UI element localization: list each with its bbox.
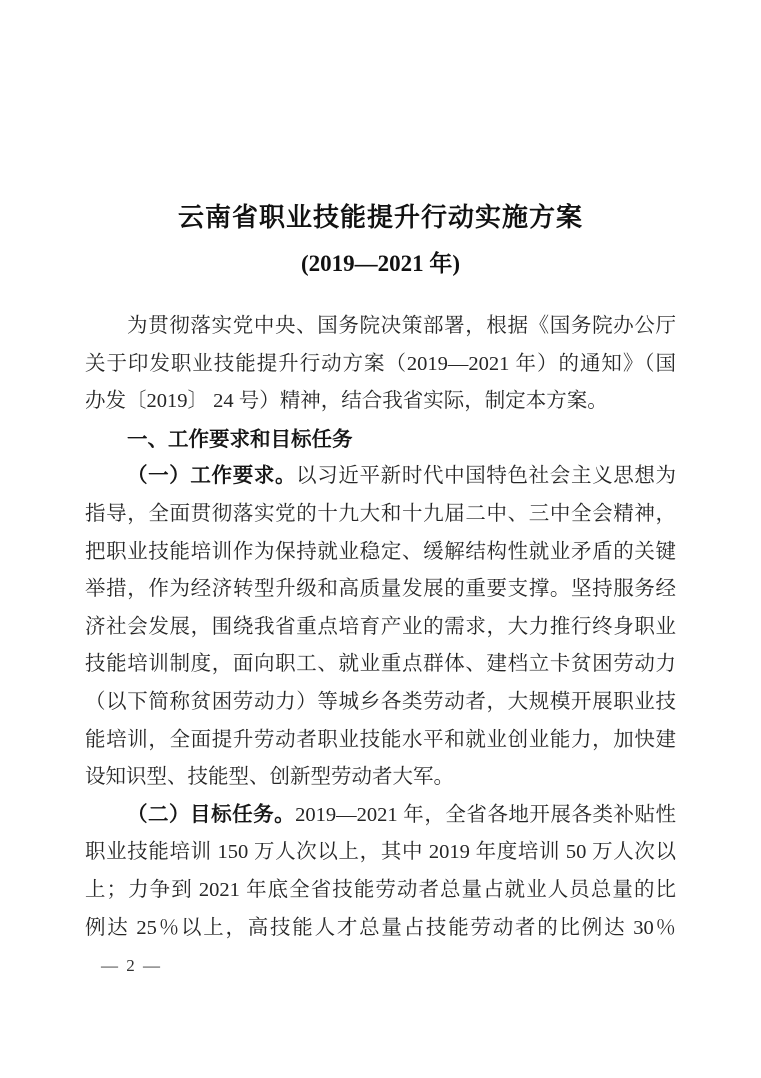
item1-line1-rest: 以习近平新时代中国特色社会主义思想为: [296, 465, 676, 488]
item1-line1: [85, 458, 676, 496]
para1-line2: 关于印发职业技能提升行动方案（2019—2021 年）的通知》（国: [85, 352, 676, 375]
para1-line1: 为贯彻落实党中央、国务院决策部署，根据《国务院办公厅: [127, 315, 676, 337]
page-title: 云南省职业技能提升行动实施方案: [177, 203, 583, 232]
item2-line1: [85, 797, 676, 835]
item2-line3: 上；力争到 2021 年底全省技能劳动者总量占就业人员总量的比: [85, 878, 676, 901]
item1-line6: 技能培训制度，面向职工、就业重点群体、建档立卡贫困劳动力: [85, 653, 676, 676]
item1-line5: 济社会发展，围绕我省重点培育产业的需求，大力推行终身职业: [85, 615, 676, 638]
page-subtitle: (2019—2021 年): [300, 251, 461, 276]
item1-line7: （以下简称贫困劳动力）等城乡各类劳动者，大规模开展职业技: [85, 690, 676, 713]
item1-line3: 把职业技能培训作为保持就业稳定、缓解结构性就业矛盾的关键: [85, 540, 676, 563]
item2-lead: （二）目标任务。: [127, 803, 296, 826]
para1-line3: 办发〔2019〕 24 号）精神，结合我省实际，制定本方案。: [85, 390, 608, 413]
page-number: — 2 —: [101, 956, 162, 975]
item1-line9: 设知识型、技能型、创新型劳动者大军。: [85, 766, 454, 789]
item1-line2: 指导，全面贯彻落实党的十九大和十九届二中、三中全会精神，: [85, 502, 676, 525]
section1-heading: 一、工作要求和目标任务: [127, 427, 353, 451]
item1-line4: 举措，作为经济转型升级和高质量发展的重要支撑。坚持服务经: [85, 578, 676, 601]
item2-line1-rest: 2019—2021 年，全省各地开展各类补贴性: [295, 803, 676, 826]
item2-line4: 例达 25％以上，高技能人才总量占技能劳动者的比例达 30％: [85, 916, 676, 939]
item1-lead: （一）工作要求。: [127, 465, 297, 488]
document-body: [85, 308, 676, 947]
item2-line2: 职业技能培训 150 万人次以上，其中 2019 年度培训 50 万人次以: [85, 841, 676, 864]
item1-line8: 能培训，全面提升劳动者职业技能水平和就业创业能力，加快建: [85, 728, 676, 751]
